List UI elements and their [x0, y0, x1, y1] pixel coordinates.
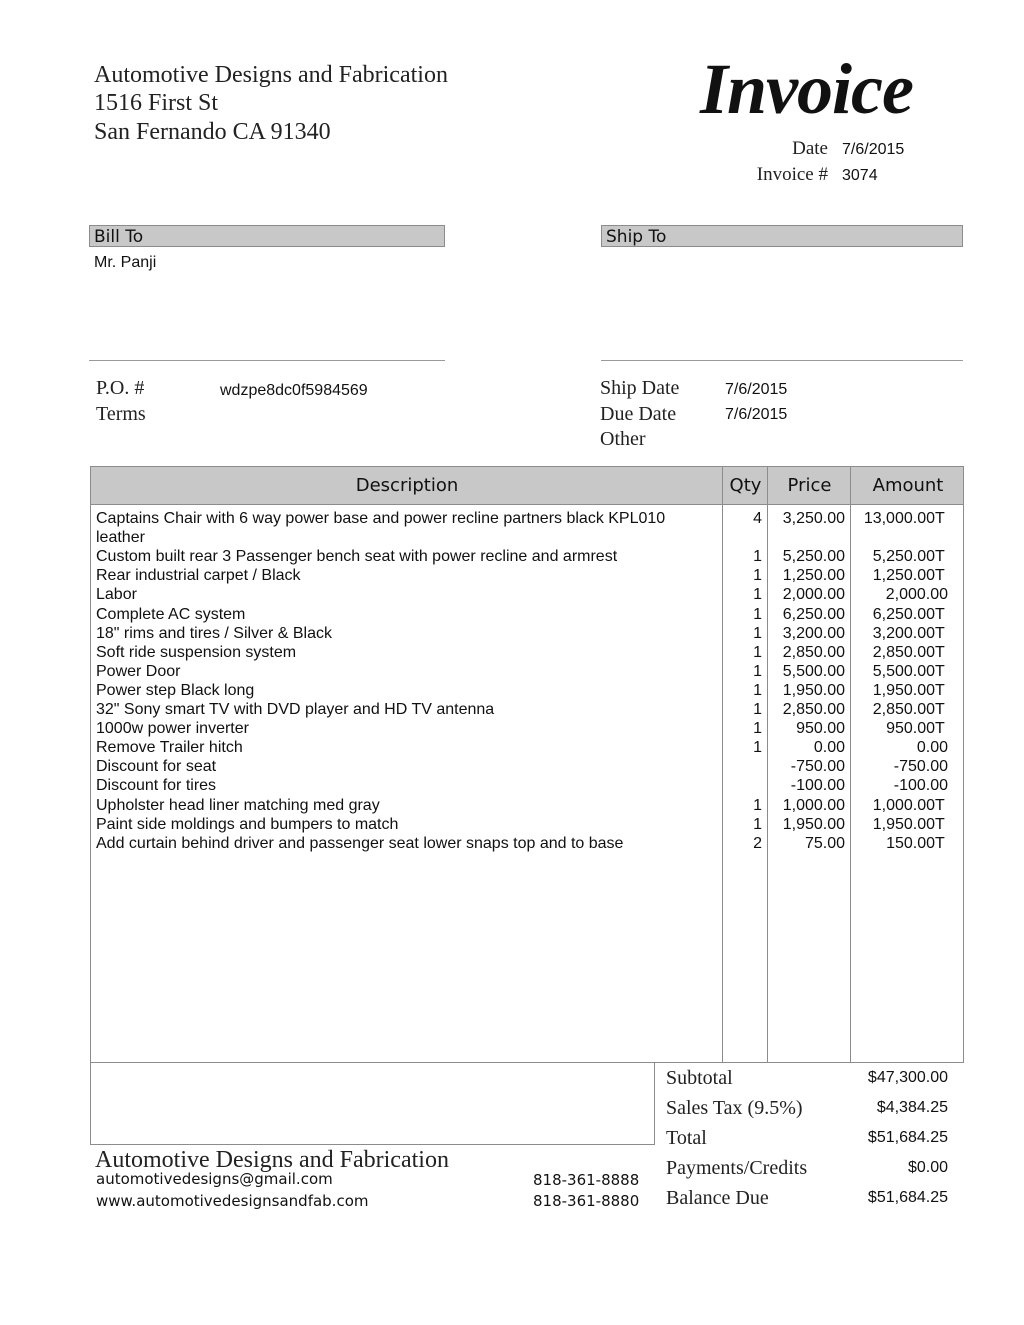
- row-tax-flag: T: [935, 548, 945, 565]
- table-row: [0, 796, 1024, 815]
- table-row: [0, 757, 1024, 776]
- footer-website[interactable]: www.automotivedesignsandfab.com: [96, 1192, 369, 1210]
- row-tax-flag: T: [935, 797, 945, 814]
- header-price: Price: [787, 475, 832, 496]
- table-row: [0, 738, 1024, 757]
- invoice-title: Invoice: [700, 49, 913, 129]
- table-row: [0, 643, 1024, 662]
- table-row: [0, 624, 1024, 643]
- row-amount: 0.00: [916, 739, 948, 756]
- row-qty: 1: [753, 682, 762, 699]
- table-row: [0, 566, 1024, 585]
- row-price: 3,200.00: [782, 625, 845, 642]
- row-description: Power Door: [96, 663, 181, 680]
- row-price: -750.00: [790, 758, 845, 775]
- other-label: Other: [600, 428, 646, 450]
- row-price: 2,000.00: [782, 586, 845, 603]
- row-description: 1000w power inverter: [96, 720, 249, 737]
- row-amount: 2,850.00: [872, 644, 935, 661]
- bill-to-name: Mr. Panji: [94, 254, 157, 271]
- row-qty: 1: [753, 701, 762, 718]
- notes-box: [90, 1062, 655, 1145]
- row-qty: 1: [753, 816, 762, 833]
- total-value: $51,684.25: [867, 1129, 948, 1146]
- ship-to-header: Ship To: [601, 225, 963, 247]
- row-qty: 1: [753, 586, 762, 603]
- row-amount: 1,250.00: [872, 567, 935, 584]
- row-amount: 1,950.00: [872, 682, 935, 699]
- ship-date-value: 7/6/2015: [725, 381, 788, 398]
- row-amount: 150.00: [886, 835, 935, 852]
- balance-due-value: $51,684.25: [867, 1189, 948, 1206]
- footer-company-name: Automotive Designs and Fabrication: [95, 1147, 449, 1173]
- row-tax-flag: T: [935, 625, 945, 642]
- invoice-number-label: Invoice #: [756, 164, 828, 185]
- company-street: 1516 First St: [94, 90, 219, 116]
- row-amount: 1,950.00: [872, 816, 935, 833]
- header-qty: Qty: [729, 475, 762, 496]
- row-qty: 1: [753, 797, 762, 814]
- row-price: 0.00: [813, 739, 845, 756]
- terms-label: Terms: [96, 403, 146, 425]
- row-amount: 6,250.00: [872, 606, 935, 623]
- row-tax-flag: T: [935, 701, 945, 718]
- po-value: wdzpe8dc0f5984569: [220, 382, 368, 399]
- header-description: Description: [355, 475, 459, 496]
- row-amount: 3,200.00: [872, 625, 935, 642]
- row-tax-flag: T: [935, 663, 945, 680]
- row-description: 32" Sony smart TV with DVD player and HD TV antenna: [96, 701, 495, 718]
- row-amount: 5,250.00: [872, 548, 935, 565]
- row-description: Complete AC system: [96, 606, 246, 623]
- row-price: 2,850.00: [782, 644, 845, 661]
- header-amount: Amount: [872, 475, 944, 496]
- row-qty: 1: [753, 720, 762, 737]
- row-amount: -100.00: [893, 777, 948, 794]
- row-amount: 2,000.00: [885, 586, 948, 603]
- row-amount: -750.00: [893, 758, 948, 775]
- row-tax-flag: T: [935, 682, 945, 699]
- row-description: Rear industrial carpet / Black: [96, 567, 301, 584]
- row-price: 2,850.00: [782, 701, 845, 718]
- po-label: P.O. #: [96, 377, 145, 399]
- row-description: Captains Chair with 6 way power base and power recline partners black KPL010: [96, 510, 666, 527]
- table-row: [0, 605, 1024, 624]
- row-description: Labor: [96, 586, 137, 603]
- row-qty: 1: [753, 606, 762, 623]
- invoice-number-value: 3074: [842, 167, 878, 184]
- row-qty: 1: [753, 625, 762, 642]
- row-description: Remove Trailer hitch: [96, 739, 243, 756]
- table-row: [0, 681, 1024, 700]
- row-price: 75.00: [804, 835, 845, 852]
- table-row: [0, 547, 1024, 566]
- sales-tax-label: Sales Tax (9.5%): [666, 1097, 803, 1119]
- row-price: 3,250.00: [782, 510, 845, 527]
- total-label: Total: [666, 1127, 707, 1149]
- row-amount: 2,850.00: [872, 701, 935, 718]
- subtotal-value: $47,300.00: [867, 1069, 948, 1086]
- sales-tax-value: $4,384.25: [876, 1099, 948, 1116]
- row-amount: 13,000.00: [863, 510, 935, 527]
- row-amount: 5,500.00: [872, 663, 935, 680]
- balance-due-label: Balance Due: [666, 1187, 769, 1209]
- row-price: 950.00: [796, 720, 845, 737]
- footer-email[interactable]: automotivedesigns@gmail.com: [96, 1170, 333, 1188]
- table-row: [0, 815, 1024, 834]
- payments-label: Payments/Credits: [666, 1157, 808, 1179]
- row-description: Soft ride suspension system: [96, 644, 297, 661]
- row-description: Paint side moldings and bumpers to match: [96, 816, 399, 833]
- row-description: Upholster head liner matching med gray: [96, 797, 380, 814]
- row-qty: 4: [753, 510, 762, 527]
- table-row: [0, 662, 1024, 681]
- due-date-value: 7/6/2015: [725, 406, 788, 423]
- row-qty: 1: [753, 644, 762, 661]
- table-row: [0, 776, 1024, 795]
- row-tax-flag: T: [935, 606, 945, 623]
- row-amount: 1,000.00: [872, 797, 935, 814]
- row-price: 6,250.00: [782, 606, 845, 623]
- company-name: Automotive Designs and Fabrication: [94, 62, 448, 88]
- table-row: [0, 528, 1024, 547]
- row-amount: 950.00: [886, 720, 935, 737]
- row-description: Power step Black long: [96, 682, 255, 699]
- row-price: 1,250.00: [782, 567, 845, 584]
- table-row: [0, 700, 1024, 719]
- row-description: Discount for tires: [96, 777, 217, 794]
- date-label: Date: [792, 138, 828, 159]
- row-price: 5,250.00: [782, 548, 845, 565]
- row-qty: 1: [753, 567, 762, 584]
- table-row: [0, 509, 1024, 528]
- date-value: 7/6/2015: [842, 141, 905, 158]
- row-description: Custom built rear 3 Passenger bench seat with power recline and armrest: [96, 548, 618, 565]
- row-price: 1,950.00: [782, 816, 845, 833]
- row-tax-flag: T: [935, 816, 945, 833]
- payments-value: $0.00: [907, 1159, 948, 1176]
- company-city: San Fernando CA 91340: [94, 119, 331, 145]
- bill-to-header: Bill To: [89, 225, 445, 247]
- row-tax-flag: T: [935, 510, 945, 527]
- row-price: 1,000.00: [782, 797, 845, 814]
- row-tax-flag: T: [935, 644, 945, 661]
- table-row: [0, 585, 1024, 604]
- row-description: 18" rims and tires / Silver & Black: [96, 625, 332, 642]
- table-row: [0, 834, 1024, 853]
- row-qty: 2: [753, 835, 762, 852]
- subtotal-label: Subtotal: [666, 1067, 733, 1089]
- row-tax-flag: T: [935, 567, 945, 584]
- row-qty: 1: [753, 663, 762, 680]
- row-price: 1,950.00: [782, 682, 845, 699]
- row-price: 5,500.00: [782, 663, 845, 680]
- table-row: [0, 719, 1024, 738]
- row-tax-flag: T: [935, 720, 945, 737]
- row-description: leather: [96, 529, 145, 546]
- footer-fax: 818-361-8880: [533, 1192, 640, 1210]
- row-description: Add curtain behind driver and passenger seat lower snaps top and to base: [96, 835, 624, 852]
- ship-date-label: Ship Date: [600, 377, 680, 399]
- table-header: [90, 466, 964, 505]
- row-description: Discount for seat: [96, 758, 217, 775]
- footer-phone: 818-361-8888: [533, 1171, 640, 1189]
- due-date-label: Due Date: [600, 403, 677, 425]
- row-tax-flag: T: [935, 835, 945, 852]
- row-qty: 1: [753, 739, 762, 756]
- row-qty: 1: [753, 548, 762, 565]
- row-price: -100.00: [790, 777, 845, 794]
